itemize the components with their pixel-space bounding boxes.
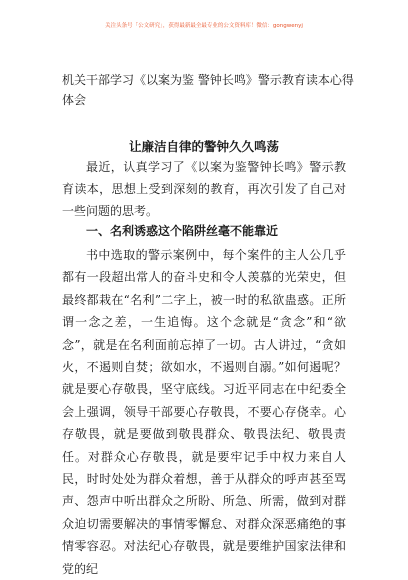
document-title: 机关干部学习《以案为鉴 警钟长鸣》警示教育读本心得体会	[62, 73, 354, 107]
banner-text: 关注头条号「公文研究」，获得最新最全最专业的公文资料库！	[105, 23, 257, 29]
section-1-heading: 一、名利诱惑这个陷阱丝毫不能靠近	[86, 224, 279, 238]
document-subtitle: 让廉洁自律的警钟久久鸣荡	[128, 139, 279, 154]
banner-contact-label: 微信：	[256, 23, 273, 29]
intro-paragraph: 最近，认真学习了《以案为鉴警钟长鸣》警示教育读本，思想上受到深刻的教育，再次引发了自己对一些问题的思考。	[62, 160, 346, 218]
banner-contact-value: gongwenyj	[272, 23, 303, 29]
section-1-paragraph: 书中选取的警示案例中，每个案件的主人公几乎都有一段超出常人的奋斗史和令人羡慕的光荣史，但最终都栽在“名利”二字上，被一时的私欲蛊惑。正所谓一念之差，一生追悔。这个念就是“贪念”和“欲念”，就是在名利面前忘掉了一切。古人讲过，“贪如火，不遏则自焚；欲如水，不遏则自溺。”如何遏呢？就是要心存敬畏，坚守底线。习近平同志在中纪委全会上强调，领导干部要心存敬畏，不要心存侥幸。心存敬畏，就是要做到敬畏群众、敬畏法纪、敬畏责任。对群众心存敬畏，就是要牢记手中权力来自人民，时时处处为群众着想，善于从群众的呼声甚至骂声、怨声中听出群众之所盼、所急、所需，做到对群众迫切需要解决的事情零懈怠、对群众深恶痛绝的事情零容忍。对法纪心存敬畏，就是要维护国家法律和党的纪	[62, 248, 346, 576]
header-banner	[0, 22, 408, 30]
